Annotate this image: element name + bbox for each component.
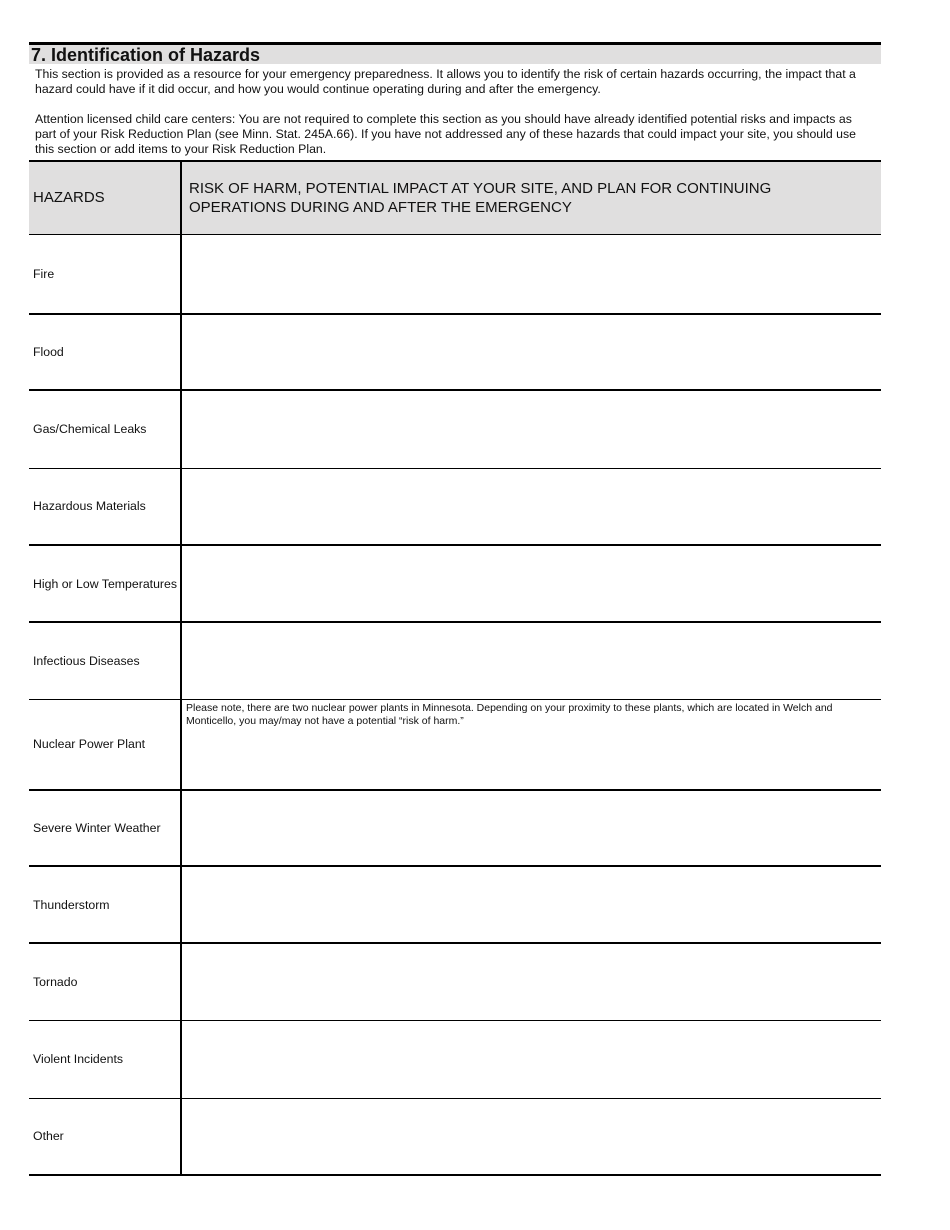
attention-paragraph: Attention licensed child care centers: You are not required to complete this section as you should have already identified potential risks and impacts as part of your Risk Reduction Plan (see Minn. Stat. 245A.66). If you have not addressed any of these hazards that could impact your site, you should use this section or add items to your Risk Reduction Plan. bbox=[35, 112, 856, 156]
intro-paragraph: This section is provided as a resource for your emergency preparedness. It allows you to identify the risk of certain hazards occurring, the impact that a hazard could have if it did occur, and how you would continue operating during and after the emergency. bbox=[35, 67, 856, 96]
hazards-page bbox=[29, 42, 881, 1144]
hazard-name-thunderstorm: Thunderstorm bbox=[29, 866, 181, 943]
table-row bbox=[29, 1020, 881, 1098]
hazard-name-fire: Fire bbox=[29, 234, 181, 314]
hazard-name-infectious-diseases: Infectious Diseases bbox=[29, 622, 181, 699]
section-title: 7. Identification of Hazards bbox=[29, 42, 881, 64]
table-row bbox=[29, 545, 881, 622]
hazard-name-violent-incidents: Violent Incidents bbox=[29, 1020, 181, 1098]
plan-input-tornado[interactable] bbox=[181, 943, 881, 1020]
table-header-row bbox=[29, 161, 881, 234]
hazard-name-tornado: Tornado bbox=[29, 943, 181, 1020]
hazards-table bbox=[29, 160, 881, 1176]
table-row bbox=[29, 866, 881, 943]
plan-input-thunderstorm[interactable] bbox=[181, 866, 881, 943]
hazard-name-high-low-temperatures: High or Low Temperatures bbox=[29, 545, 181, 622]
plan-input-hazardous-materials[interactable] bbox=[181, 468, 881, 545]
plan-input-fire[interactable] bbox=[181, 234, 881, 314]
hazard-name-gas-chemical-leaks: Gas/Chemical Leaks bbox=[29, 390, 181, 468]
plan-input-flood[interactable] bbox=[181, 314, 881, 390]
hazard-name-hazardous-materials: Hazardous Materials bbox=[29, 468, 181, 545]
plan-input-high-low-temperatures[interactable] bbox=[181, 545, 881, 622]
table-row bbox=[29, 314, 881, 390]
section-intro bbox=[29, 67, 881, 157]
plan-input-infectious-diseases[interactable] bbox=[181, 622, 881, 699]
hazards-column-header: HAZARDS bbox=[29, 161, 181, 234]
plan-input-gas-chemical-leaks[interactable] bbox=[181, 390, 881, 468]
plan-input-other[interactable] bbox=[181, 1098, 881, 1175]
plan-column-header: RISK OF HARM, POTENTIAL IMPACT AT YOUR SITE, AND PLAN FOR CONTINUING OPERATIONS DURING AND AFTER THE EMERGENCY bbox=[181, 161, 881, 234]
plan-input-violent-incidents[interactable] bbox=[181, 1020, 881, 1098]
table-row bbox=[29, 622, 881, 699]
table-row bbox=[29, 234, 881, 314]
table-row bbox=[29, 790, 881, 866]
plan-input-severe-winter-weather[interactable] bbox=[181, 790, 881, 866]
table-row bbox=[29, 468, 881, 545]
hazard-name-severe-winter-weather: Severe Winter Weather bbox=[29, 790, 181, 866]
table-row bbox=[29, 943, 881, 1020]
hazard-name-nuclear-power-plant: Nuclear Power Plant bbox=[29, 699, 181, 790]
table-row bbox=[29, 390, 881, 468]
hazard-name-other: Other bbox=[29, 1098, 181, 1175]
hazard-name-flood: Flood bbox=[29, 314, 181, 390]
nuclear-plant-note[interactable]: Please note, there are two nuclear power plants in Minnesota. Depending on your proximity to these plants, which are located in Welch and Monticello, you may/may not have a potential “risk of harm.” bbox=[181, 699, 881, 790]
table-row bbox=[29, 699, 881, 790]
table-row bbox=[29, 1098, 881, 1175]
